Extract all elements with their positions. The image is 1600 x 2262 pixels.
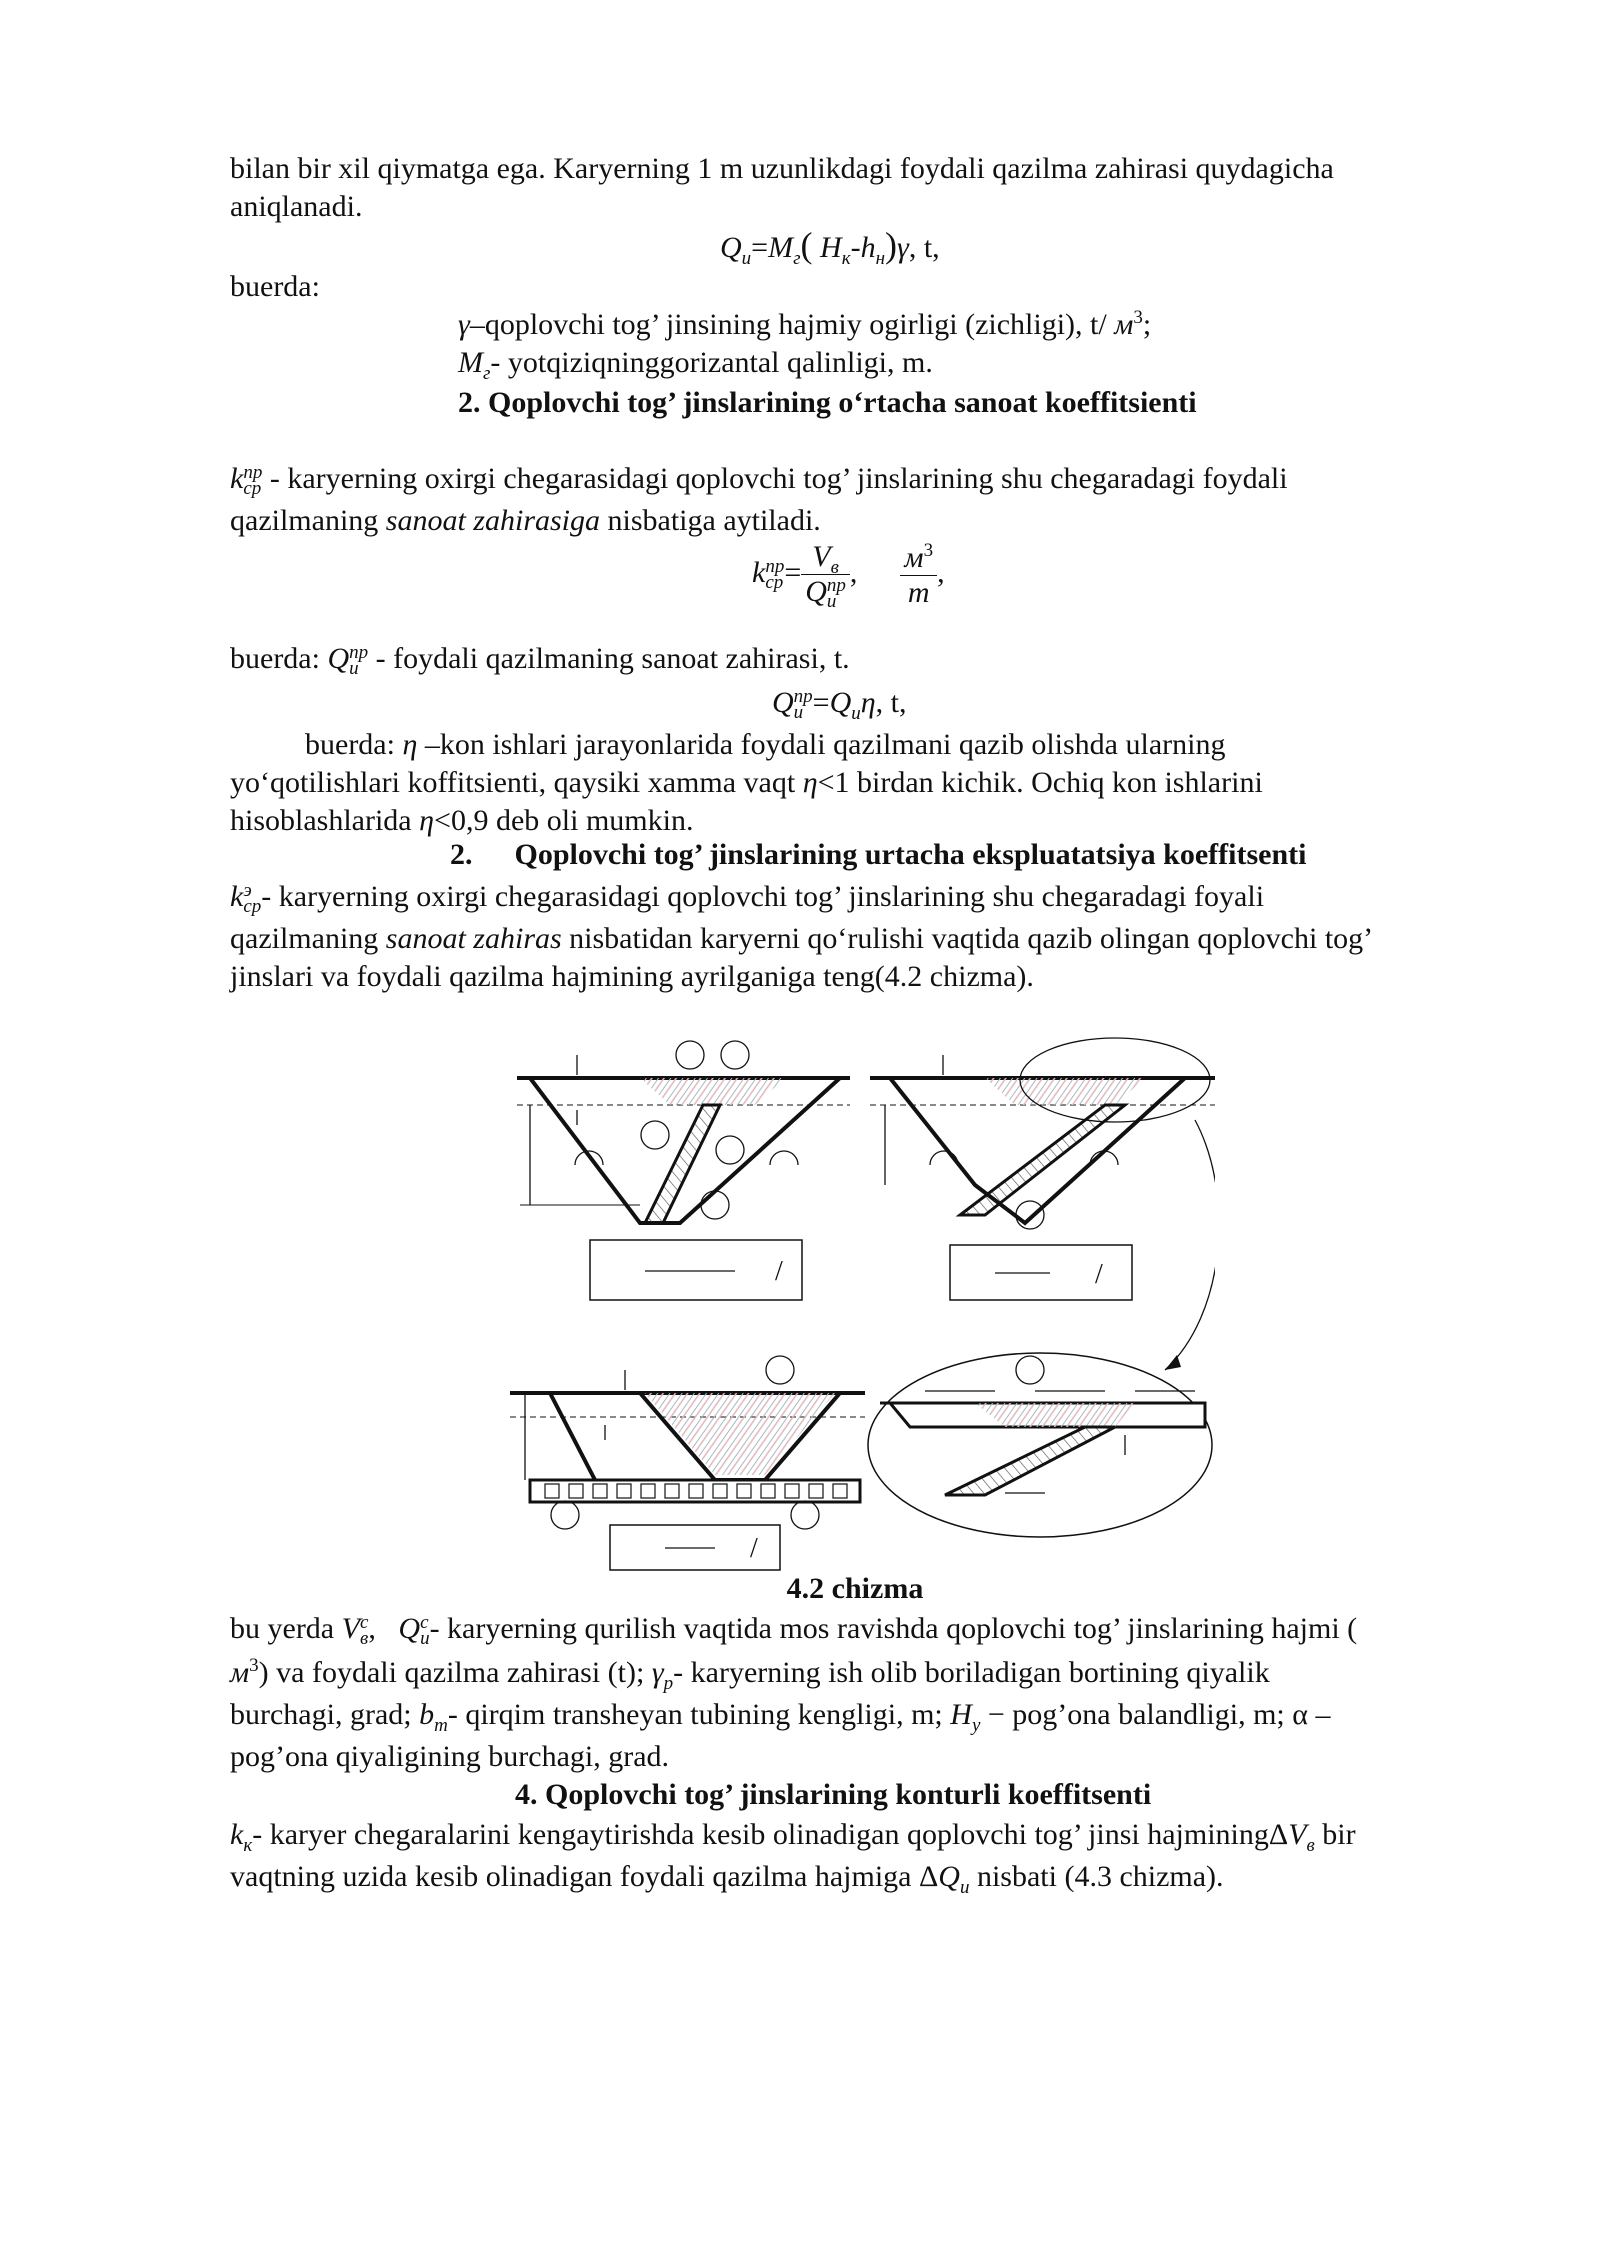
para5-line4: pog’ona qiyaligining burchagi, grad.: [230, 1740, 670, 1773]
box3-slash: /: [750, 1533, 758, 1564]
panel-3-horizontal-seam: [510, 1356, 865, 1570]
para1-line1: bilan bir xil qiymatga ega. Karyerning 1 m uzunlikdagi foydali qazilma zahirasi quydagicha: [230, 152, 1334, 185]
box2-slash: /: [1095, 1259, 1103, 1290]
para5-line2: $м^3$) va foydali qazilma zahirasi (t); $\gamma_р-$ karyerning ish olib boriladigan bortining qiyalik: [230, 1655, 1270, 1694]
para1-line2: aniqlanadi.: [230, 190, 363, 223]
para3-line1: buerda: η –kon ishlari jarayonlarida foydali qazilmani qazib olishda ularning: [305, 728, 1226, 761]
formula-q-sanoat: Q пр и $=Q_и\eta$, t,: [772, 686, 907, 724]
para6-line1: $k_к-$ karyer chegaralarini kengaytirishda kesib olinadigan qoplovchi tog’ jinsi hajminingΔV$_в$ bir: [230, 1818, 1356, 1856]
buerda-label-1: buerda:: [230, 270, 320, 303]
para2-line2: qazilmaning sanoat zahirasiga nisbatiga aytiladi.: [230, 504, 821, 537]
para6-line2: vaqtning uzida kesib olinadigan foydali qazilma hajmiga $\Delta Q_и$ nisbati (4.3 chizma).: [230, 1860, 1224, 1898]
heading-3: 2. Qoplovchi tog’ jinslarining urtacha ekspluatatsiya koeffitsenti: [450, 838, 1307, 871]
figure-caption: 4.2 chizma: [786, 1572, 924, 1605]
def-m: $M_г-$ yotqiziqninggorizantal qalinligi, m.: [458, 346, 933, 384]
panel-4-detail-ellipse: [868, 1353, 1212, 1537]
para5-line3: burchagi, grad; $b_т-$ qirqim transheyan tubining kengligi, m; $H_у$ − pog’ona balandligi, m; α –: [230, 1698, 1331, 1736]
def-gamma: γ–qoplovchi tog’ jinsining hajmiy ogirligi (zichligi), t/ $м^3$;: [458, 307, 1152, 341]
panel-2-inclined-seam: [870, 1038, 1215, 1370]
para3-line2: yo‘qotilishlari koffitsienti, qaysiki xamma vaqt η<1 birdan kichik. Ochiq kon ishlarini: [230, 766, 1263, 799]
box1-slash: /: [775, 1256, 783, 1287]
para4-line2: qazilmaning sanoat zahiras nisbatidan karyerni qo‘rulishi vaqtida qazib olingan qoplovchi tog’: [230, 922, 1374, 955]
para5-line1: bu yerda V c в , Q c и - karyerning qurilish vaqtida mos ravishda qoplovchi tog’ jinslarining hajmi (: [230, 1612, 1358, 1650]
formula-q-reserve: $Q_и=M_г$( $H_к-h_н)\gamma$, t,: [720, 225, 940, 269]
formula-k-sanoat: k пр ср = $V_в$ Q пр и , $\frac{м^3}{т}$ ,: [752, 539, 945, 613]
para2-line1: k пр ср - karyerning oxirgi chegarasidagi qoplovchi tog’ jinslarining shu chegaradagi foydali: [230, 462, 1288, 500]
para3-line3: hisoblashlarida η<0,9 deb oli mumkin.: [230, 804, 694, 837]
para4-line3: jinslari va foydali qazilma hajmining ayrilganiga teng(4.2 chizma).: [230, 960, 1034, 993]
heading-2: 2. Qoplovchi tog’ jinslarining o‘rtacha sanoat koeffitsienti: [458, 386, 1197, 419]
heading-4: 4. Qoplovchi tog’ jinslarining konturli koeffitsenti: [515, 1778, 1152, 1811]
buerda-q-sanoat: buerda: Q пр и - foydali qazilmaning sanoat zahirasi, t.: [230, 642, 850, 680]
panel-1-steep-seam: [517, 1041, 850, 1300]
figure-4-2-diagram: [505, 1035, 1215, 1580]
para4-line1: k э ср - karyerning oxirgi chegarasidagi qoplovchi tog’ jinslarining shu chegaradagi foyali: [230, 880, 1265, 918]
